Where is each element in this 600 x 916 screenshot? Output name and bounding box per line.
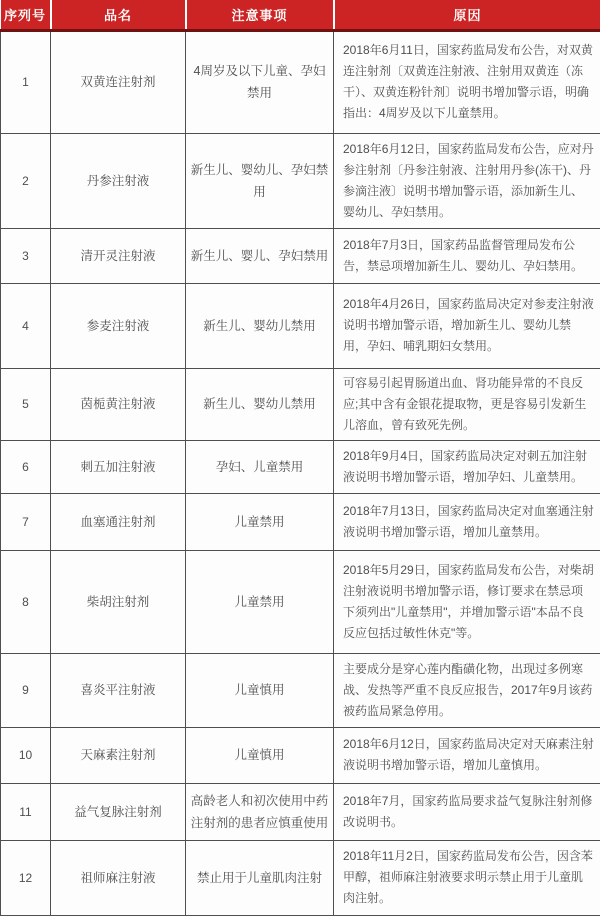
cell-reason: 2018年7月3日，国家药品监督管理局发布公告，禁忌项增加新生儿、婴幼儿、孕妇禁用。 [334, 228, 600, 283]
cell-reason: 2018年7月，国家药监局要求益气复脉注射剂修改说明书。 [334, 783, 600, 840]
cell-precaution: 禁止用于儿童肌肉注射 [186, 840, 334, 915]
cell-reason: 2018年7月13日，国家药监局决定对血塞通注射液说明书增加警示语，增加儿童禁用。 [334, 493, 600, 550]
table-row [1, 283, 600, 368]
table-row [1, 368, 600, 440]
cell-precaution: 儿童禁用 [186, 493, 334, 550]
cell-product-name: 参麦注射液 [51, 283, 186, 368]
cell-precaution: 儿童慎用 [186, 653, 334, 727]
cell-precaution: 高龄老人和初次使用中药注射剂的患者应慎重使用 [186, 783, 334, 840]
cell-product-name: 柴胡注射剂 [51, 550, 186, 653]
cell-product-name: 血塞通注射剂 [51, 493, 186, 550]
cell-precaution: 儿童禁用 [186, 550, 334, 653]
cell-product-name: 双黄连注射剂 [51, 30, 186, 133]
cell-precaution: 新生儿、婴幼儿、孕妇禁用 [186, 133, 334, 228]
table-row [1, 727, 600, 783]
cell-precaution: 孕妇、儿童禁用 [186, 440, 334, 493]
table-row [1, 653, 600, 727]
table-body [1, 30, 600, 915]
table-row [1, 840, 600, 915]
cell-serial: 8 [1, 550, 51, 653]
cell-serial: 4 [1, 283, 51, 368]
cell-serial: 11 [1, 783, 51, 840]
cell-reason: 2018年6月12日，国家药监局决定对天麻素注射液说明书增加警示语，增加儿童慎用。 [334, 727, 600, 783]
cell-product-name: 茵栀黄注射液 [51, 368, 186, 440]
cell-reason: 2018年4月26日，国家药监局决定对参麦注射液说明书增加警示语，增加新生儿、婴幼儿禁用，孕妇、哺乳期妇女禁用。 [334, 283, 600, 368]
cell-reason: 主要成分是穿心莲内酯磺化物，出现过多例寒战、发热等严重不良反应报告，2017年9月该药被药监局紧急停用。 [334, 653, 600, 727]
cell-serial: 1 [1, 30, 51, 133]
table-row [1, 133, 600, 228]
header-reason: 原因 [334, 0, 600, 30]
cell-serial: 2 [1, 133, 51, 228]
cell-reason: 2018年9月4日，国家药监局决定对刺五加注射液说明书增加警示语，增加孕妇、儿童禁用。 [334, 440, 600, 493]
cell-serial: 10 [1, 727, 51, 783]
table-header [1, 0, 600, 30]
table-row [1, 440, 600, 493]
table-row [1, 493, 600, 550]
cell-serial: 6 [1, 440, 51, 493]
header-precautions: 注意事项 [186, 0, 334, 30]
cell-precaution: 新生儿、婴幼儿禁用 [186, 283, 334, 368]
cell-reason: 2018年5月29日，国家药监局发布公告，对柴胡注射液说明书增加警示语，修订要求在禁忌项下须列出"儿童禁用"，并增加警示语"本品不良反应包括过敏性休克"等。 [334, 550, 600, 653]
cell-precaution: 儿童慎用 [186, 727, 334, 783]
cell-precaution: 新生儿、婴幼儿禁用 [186, 368, 334, 440]
cell-precaution: 新生儿、婴儿、孕妇禁用 [186, 228, 334, 283]
table-row [1, 783, 600, 840]
cell-reason: 2018年6月12日，国家药监局发布公告，应对丹参注射剂〔丹参注射液、注射用丹参(冻干)、丹参滴注液〕说明书增加警示语，添加新生儿、婴幼儿、孕妇禁用。 [334, 133, 600, 228]
cell-serial: 12 [1, 840, 51, 915]
cell-reason: 可容易引起胃肠道出血、肾功能异常的不良反应;其中含有金银花提取物，更是容易引发新生儿溶血，曾有致死先例。 [334, 368, 600, 440]
cell-product-name: 丹参注射液 [51, 133, 186, 228]
cell-precaution: 4周岁及以下儿童、孕妇禁用 [186, 30, 334, 133]
cell-serial: 7 [1, 493, 51, 550]
cell-product-name: 喜炎平注射液 [51, 653, 186, 727]
table-row [1, 30, 600, 133]
cell-reason: 2018年11月2日，国家药监局发布公告，因含苯甲醇，祖师麻注射液要求明示禁止用于儿童肌肉注射。 [334, 840, 600, 915]
cell-serial: 3 [1, 228, 51, 283]
cell-serial: 9 [1, 653, 51, 727]
header-serial-number: 序列号 [1, 0, 51, 30]
cell-product-name: 天麻素注射剂 [51, 727, 186, 783]
cell-product-name: 祖师麻注射液 [51, 840, 186, 915]
table-row [1, 228, 600, 283]
cell-product-name: 益气复脉注射剂 [51, 783, 186, 840]
cell-reason: 2018年6月11日，国家药监局发布公告，对双黄连注射剂〔双黄连注射液、注射用双黄连（冻干）、双黄连粉针剂〕说明书增加警示语，明确指出：4周岁及以下儿童禁用。 [334, 30, 600, 133]
header-row [1, 0, 600, 30]
header-product-name: 品名 [51, 0, 186, 30]
cell-serial: 5 [1, 368, 51, 440]
cell-product-name: 清开灵注射液 [51, 228, 186, 283]
table-row [1, 550, 600, 653]
cell-product-name: 刺五加注射液 [51, 440, 186, 493]
